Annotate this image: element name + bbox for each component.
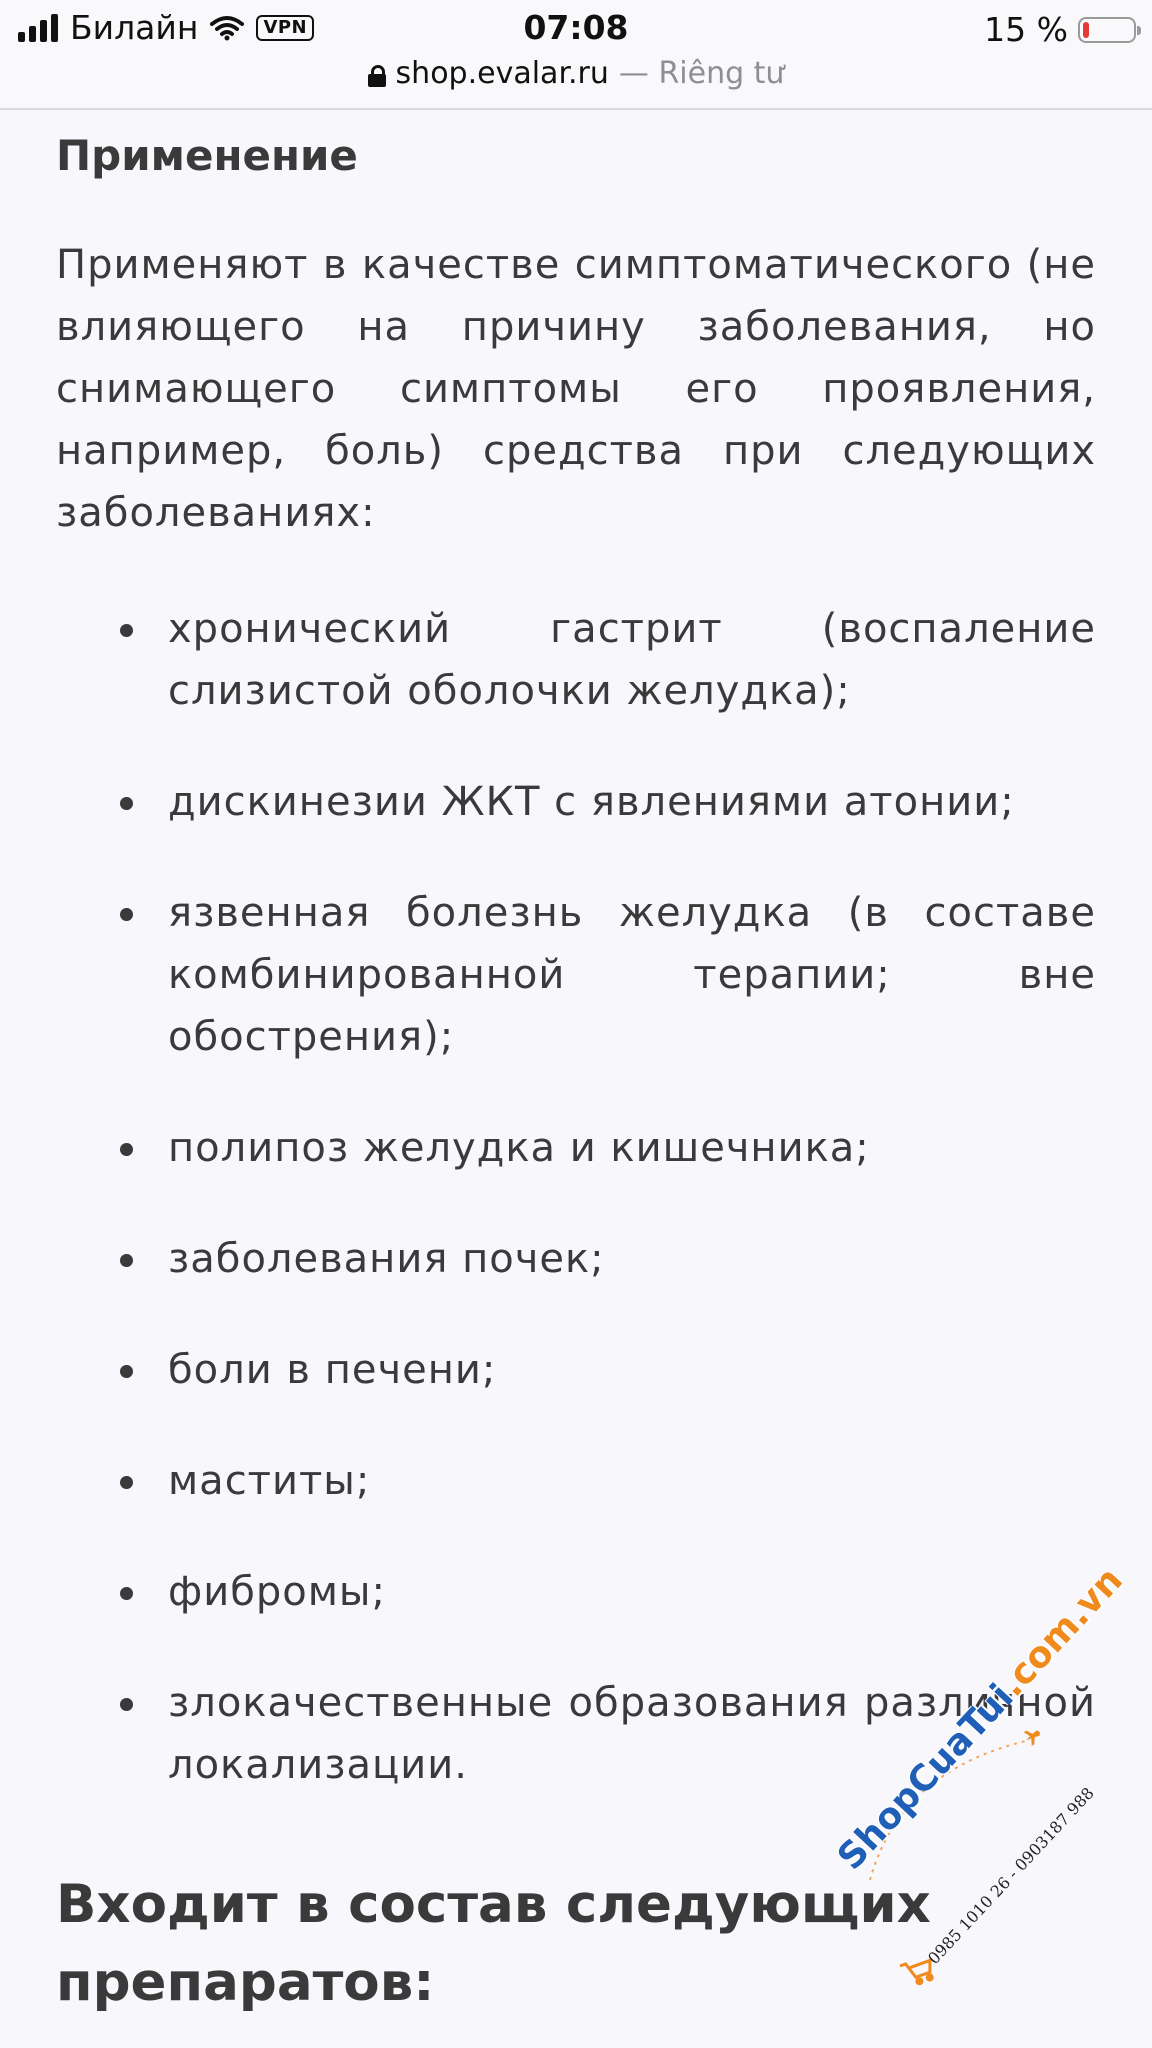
bullet-icon: [120, 1476, 133, 1489]
watermark-brand-name: ShopCuaTui: [830, 1676, 1022, 1878]
list-item-text: заболевания почек;: [168, 1236, 605, 1282]
address-bar[interactable]: [0, 56, 1152, 91]
bullet-icon: [120, 1143, 133, 1156]
list-item-text: фибромы;: [168, 1569, 386, 1615]
related-products-heading: Входит в состав следующих препаратов:: [56, 1874, 931, 2013]
battery-cap: [1137, 26, 1141, 35]
battery-level-fill: [1083, 22, 1089, 38]
browser-top-chrome: [0, 0, 1152, 110]
list-item: [56, 1228, 1096, 1290]
bullet-icon: [120, 1365, 133, 1378]
bullet-icon: [120, 1254, 133, 1267]
bullet-icon: [120, 908, 133, 921]
list-item-text: полипоз желудка и кишечника;: [168, 1125, 870, 1171]
list-item: [56, 1561, 1096, 1623]
address-domain[interactable]: shop.evalar.ru: [395, 56, 609, 91]
list-item: [56, 1672, 1096, 1796]
privacy-note: — Riêng tư: [618, 56, 785, 91]
battery-icon: [1078, 17, 1136, 43]
bullet-icon: [120, 624, 133, 637]
vpn-badge: VPN: [256, 15, 314, 41]
watermark-brand-suffix: .com.vn: [991, 1559, 1131, 1705]
list-item-text: злокачественные образования различной локализации.: [168, 1680, 1096, 1788]
status-right: [984, 10, 1136, 49]
list-item: [56, 1450, 1096, 1512]
watermark-phone: 0985 1010 26 - 0903187 988: [924, 1783, 1098, 1968]
list-item: [56, 882, 1096, 1068]
bullet-icon: [120, 1698, 133, 1711]
list-item-text: хронический гастрит (воспаление слизистой оболочки желудка);: [168, 606, 1096, 714]
indications-list: [56, 598, 1096, 1796]
list-item: [56, 1339, 1096, 1401]
section-title: Применение: [56, 131, 358, 180]
bullet-icon: [120, 797, 133, 810]
lock-icon: [368, 65, 386, 87]
status-time: 07:08: [523, 8, 629, 47]
list-item-text: язвенная болезнь желудка (в составе комбинированной терапии; вне обострения);: [168, 890, 1096, 1060]
intro-paragraph: Применяют в качестве симптоматического (не влияющего на причину заболевания, но снимающего симптомы его проявления, например, боль) средства при следующих заболеваниях:: [56, 242, 1096, 536]
battery-percentage: 15 %: [984, 10, 1068, 49]
list-item-text: маститы;: [168, 1458, 371, 1504]
list-item-text: боли в печени;: [168, 1347, 497, 1393]
carrier-name: Билайн: [70, 8, 199, 47]
list-item-text: дискинезии ЖКТ с явлениями атонии;: [168, 779, 1015, 825]
article-content: [56, 108, 1096, 2022]
list-item: [56, 1117, 1096, 1179]
list-item: [56, 771, 1096, 833]
list-item: [56, 598, 1096, 722]
status-bar: [0, 0, 1152, 58]
bullet-icon: [120, 1587, 133, 1600]
